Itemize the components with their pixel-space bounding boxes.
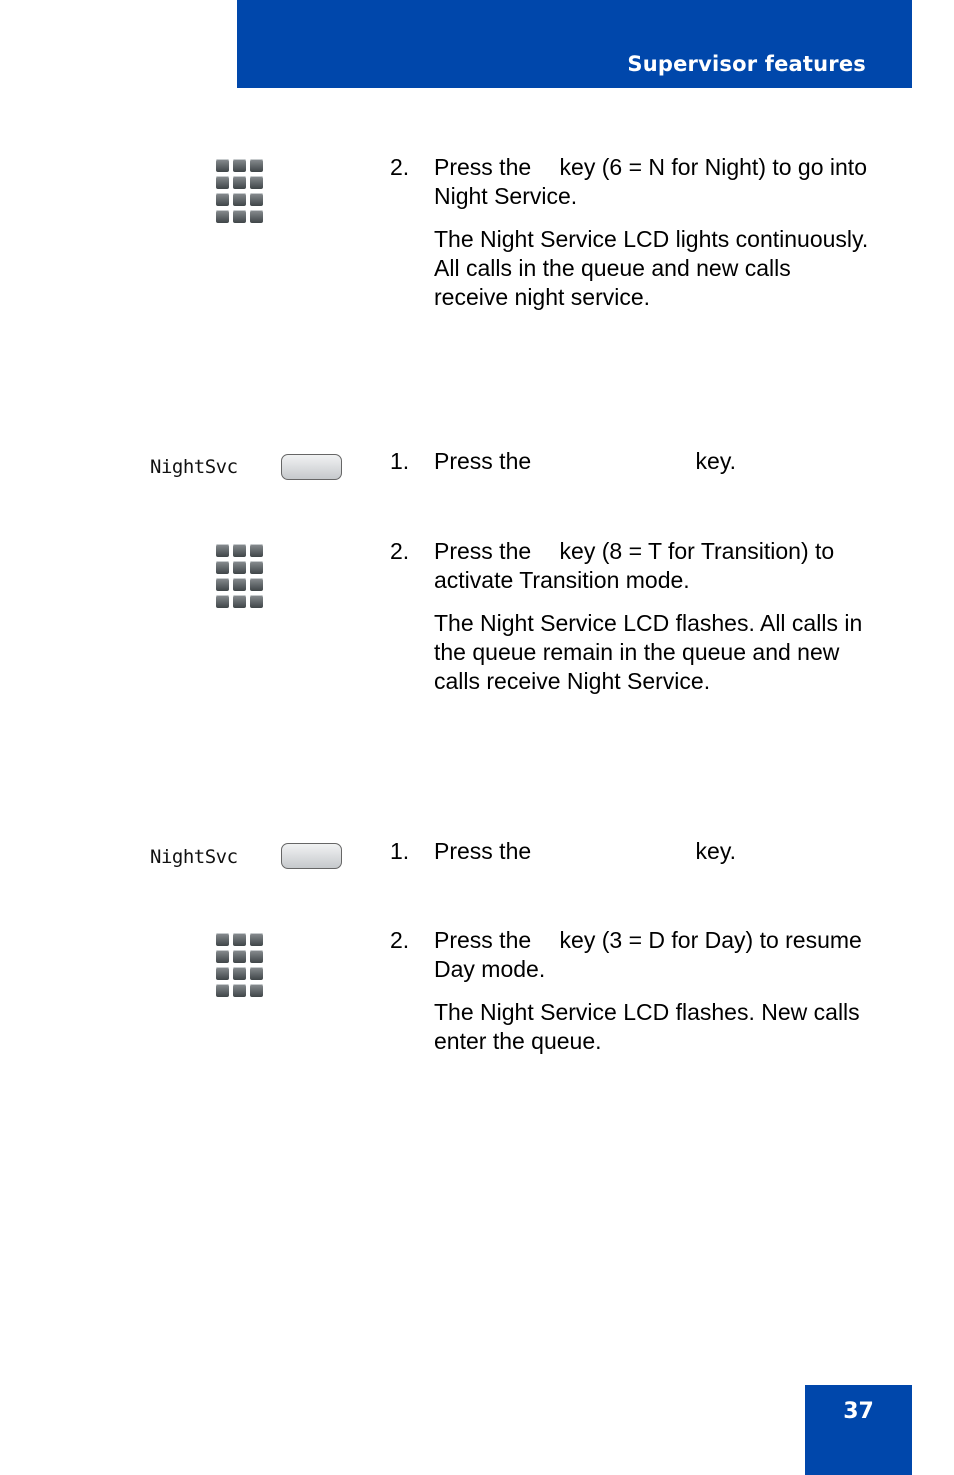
step-text: Press the key (3 = D for Day) to resume Day mode.: [434, 927, 862, 982]
step-night-service: [390, 153, 870, 312]
step-text: Press the key.: [434, 838, 737, 864]
step-number: 2.: [390, 927, 410, 953]
step-number: 2.: [390, 154, 410, 180]
page-number: 37: [843, 1399, 874, 1424]
step-text: Press the key (6 = N for Night) to go into Night Service.: [434, 154, 867, 209]
dialpad-icon: [216, 159, 264, 225]
step-number: 1.: [390, 448, 410, 474]
dialpad-icon: [216, 933, 264, 999]
step-text: Press the key.: [434, 448, 737, 474]
step-number: 2.: [390, 538, 410, 564]
step-press-nightsvc: [390, 837, 870, 866]
softkey-label: NightSvc: [150, 456, 238, 478]
dialpad-icon: [216, 544, 264, 610]
step-press-nightsvc: [390, 447, 870, 476]
step-note: The Night Service LCD flashes. All calls in the queue remain in the queue and new calls receive Night Service.: [434, 610, 863, 694]
section-title: Supervisor features: [627, 52, 866, 76]
step-transition-mode: [390, 537, 870, 696]
step-note: The Night Service LCD flashes. New calls enter the queue.: [434, 999, 860, 1054]
step-text: Press the key (8 = T for Transition) to activate Transition mode.: [434, 538, 835, 593]
page-number-box: [805, 1385, 912, 1475]
step-day-mode: [390, 926, 870, 1056]
softkey-label: NightSvc: [150, 846, 238, 868]
step-number: 1.: [390, 838, 410, 864]
nightsvc-softkey-button[interactable]: [281, 843, 342, 869]
header-bar: [237, 0, 912, 88]
step-note: The Night Service LCD lights continuously. All calls in the queue and new calls receive night service.: [434, 226, 869, 310]
nightsvc-softkey-button[interactable]: [281, 454, 342, 480]
